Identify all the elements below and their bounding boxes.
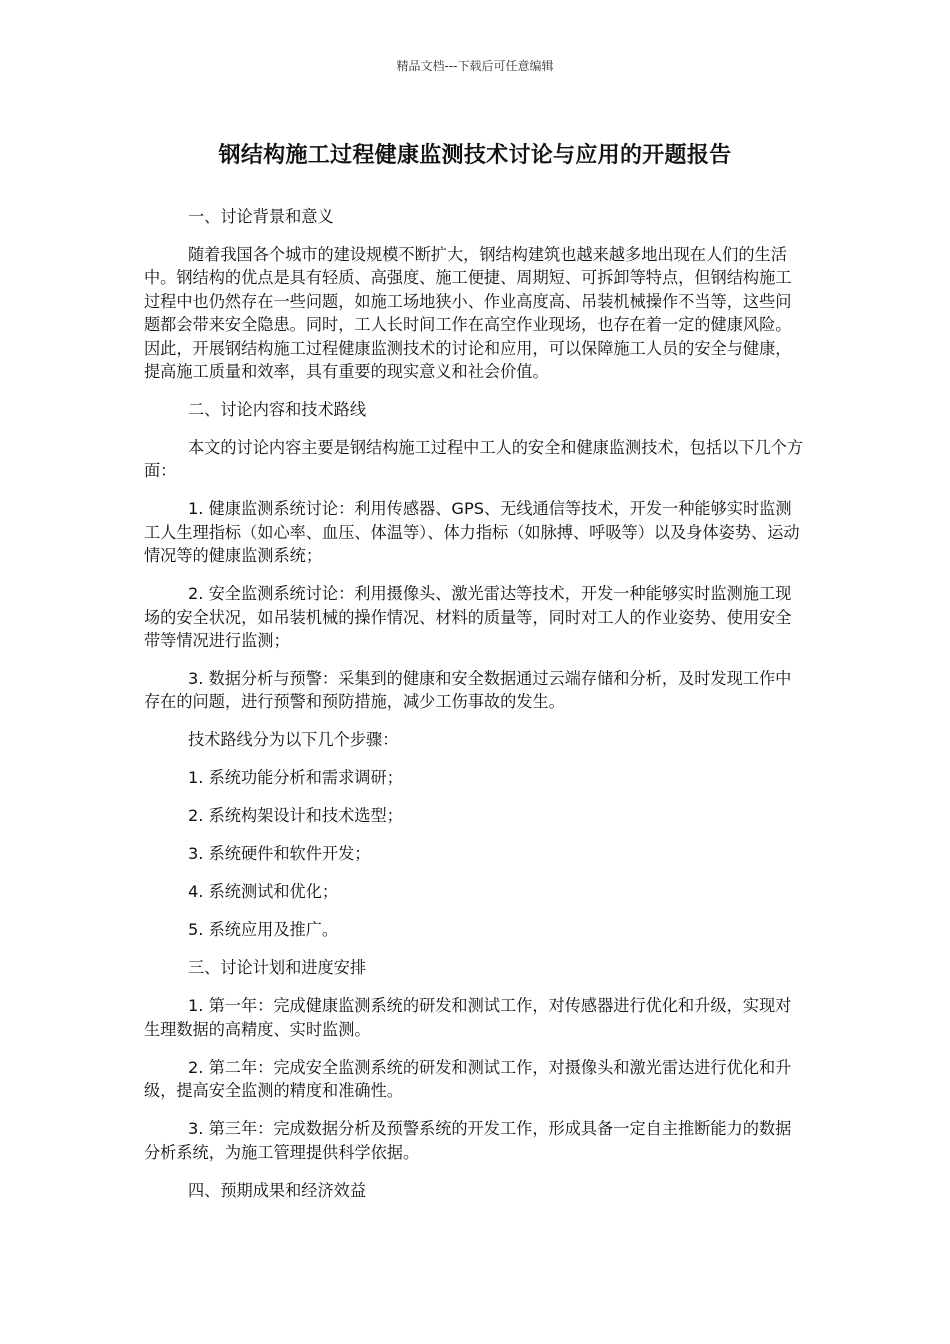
list-item-health-monitoring: 1. 健康监测系统讨论：利用传感器、GPS、无线通信等技术，开发一种能够实时监测工人生理指标（如心率、血压、体温等）、体力指标（如脉搏、呼吸等）以及身体姿势、运动情况等的健康监测系统； xyxy=(144,499,800,566)
section-heading-content: 二、讨论内容和技术路线 xyxy=(188,400,367,420)
paragraph-background: 随着我国各个城市的建设规模不断扩大，钢结构建筑也越来越多地出现在人们的生活中。钢结构的优点是具有轻质、高强度、施工便捷、周期短、可拆卸等特点，但钢结构施工过程中也仍然存在一些问题，如施工场地狭小、作业高度高、吊装机械操作不当等，这些问题都会带来安全隐患。同时，工人长时间工作在高空作业现场，也存在着一定的健康风险。因此，开展钢结构施工过程健康监测技术的讨论和应用，可以保障施工人员的安全与健康，提高施工质量和效率，具有重要的现实意义和社会价值。 xyxy=(144,245,792,382)
list-item-data-analysis: 3. 数据分析与预警：采集到的健康和安全数据通过云端存储和分析，及时发现工作中存在的问题，进行预警和预防措施，减少工伤事故的发生。 xyxy=(144,669,792,712)
list-item-step-5: 5. 系统应用及推广。 xyxy=(188,920,339,940)
list-item-step-4: 4. 系统测试和优化； xyxy=(188,882,339,902)
paragraph-content-intro: 本文的讨论内容主要是钢结构施工过程中工人的安全和健康监测技术，包括以下几个方面： xyxy=(144,438,804,481)
document-body xyxy=(144,205,806,1217)
section-heading-schedule: 三、讨论计划和进度安排 xyxy=(188,958,367,978)
list-item-step-3: 3. 系统硬件和软件开发； xyxy=(188,844,371,864)
list-item-year-2: 2. 第二年：完成安全监测系统的研发和测试工作，对摄像头和激光雷达进行优化和升级，提高安全监测的精度和准确性。 xyxy=(144,1057,792,1101)
list-item-step-2: 2. 系统构架设计和技术选型； xyxy=(188,806,403,826)
section-heading-background: 一、讨论背景和意义 xyxy=(188,207,334,226)
page-header: 精品文档---下载后可任意编辑 xyxy=(396,59,554,73)
list-item-year-3: 3. 第三年：完成数据分析及预警系统的开发工作，形成具备一定自主推断能力的数据分析系统，为施工管理提供科学依据。 xyxy=(144,1119,792,1162)
list-item-safety-monitoring: 2. 安全监测系统讨论：利用摄像头、激光雷达等技术，开发一种能够实时监测施工现场的安全状况，如吊装机械的操作情况、材料的质量等，同时对工人的作业姿势、使用安全带等情况进行监测； xyxy=(144,584,792,651)
paragraph-route-intro: 技术路线分为以下几个步骤： xyxy=(188,730,399,750)
document-title: 钢结构施工过程健康监测技术讨论与应用的开题报告 xyxy=(218,143,732,168)
list-item-step-1: 1. 系统功能分析和需求调研； xyxy=(188,768,403,788)
list-item-year-1: 1. 第一年：完成健康监测系统的研发和测试工作，对传感器进行优化和升级，实现对生理数据的高精度、实时监测。 xyxy=(144,996,792,1039)
section-heading-outcomes: 四、预期成果和经济效益 xyxy=(188,1180,367,1200)
